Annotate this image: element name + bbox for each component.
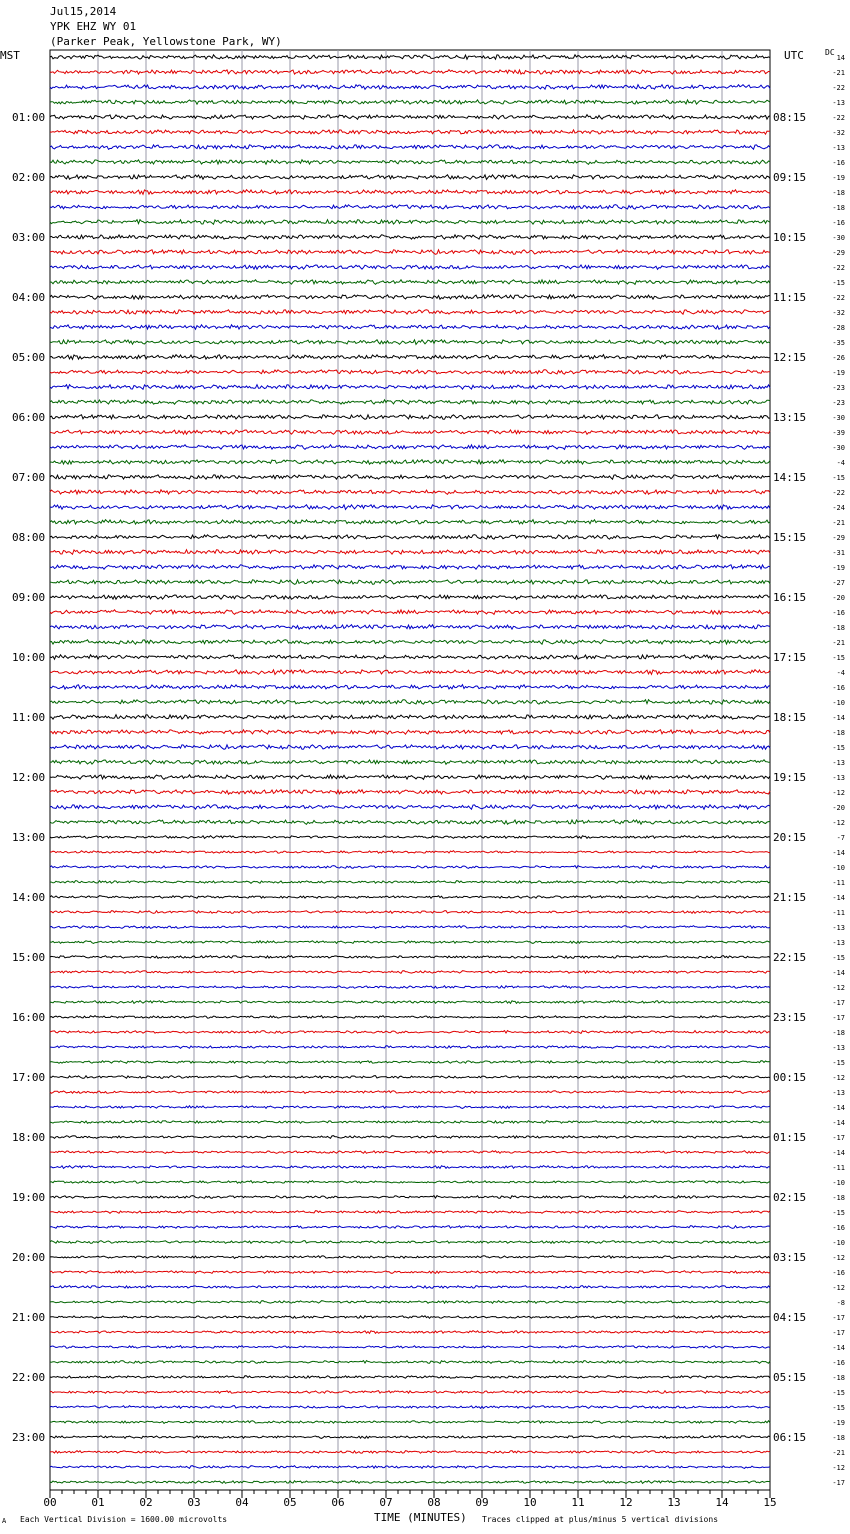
seismic-trace (50, 1421, 770, 1424)
seismic-trace (50, 851, 770, 854)
x-tick-label: 11 (571, 1496, 585, 1509)
dc-offset-label: -15 (832, 654, 845, 662)
seismic-trace (50, 1166, 770, 1169)
dc-offset-label: -4 (836, 669, 845, 677)
seismic-trace (50, 655, 770, 660)
dc-offset-label: -13 (832, 924, 845, 932)
seismic-trace (50, 190, 770, 195)
seismic-trace (50, 475, 770, 479)
dc-offset-label: -23 (832, 384, 845, 392)
seismic-trace (50, 160, 770, 165)
seismic-trace (50, 310, 770, 314)
seismic-trace (50, 610, 770, 615)
dc-offset-label: -18 (832, 729, 845, 737)
dc-offset-label: -23 (832, 399, 845, 407)
dc-offset-label: -15 (832, 954, 845, 962)
seismic-trace (50, 235, 770, 239)
x-tick-label: 06 (331, 1496, 345, 1509)
seismic-trace (50, 1346, 770, 1349)
dc-offset-label: -30 (832, 414, 845, 422)
seismic-trace (50, 700, 770, 705)
dc-offset-label: -30 (832, 444, 845, 452)
utc-hour-label: 14:15 (773, 471, 807, 484)
utc-hour-label: 18:15 (773, 711, 807, 724)
footer-mark: A (2, 1517, 7, 1525)
dc-offset-label: -15 (832, 744, 845, 752)
dc-offset-label: -7 (836, 834, 845, 842)
dc-offset-label: -17 (832, 1314, 845, 1322)
dc-offset-label: -13 (832, 939, 845, 947)
mst-hour-label: 20:00 (12, 1251, 46, 1264)
seismic-trace (50, 1391, 770, 1394)
dc-offset-label: -18 (832, 624, 845, 632)
dc-offset-label: -26 (832, 354, 845, 362)
dc-offset-label: -17 (832, 1479, 845, 1487)
seismic-trace (50, 775, 770, 780)
seismic-trace (50, 145, 770, 150)
dc-offset-label: -14 (832, 969, 845, 977)
seismic-trace (50, 1001, 770, 1004)
dc-offset-label: -22 (832, 294, 845, 302)
dc-offset-label: -14 (832, 714, 845, 722)
mst-hour-label: 17:00 (12, 1071, 46, 1084)
dc-offset-label: -18 (832, 1029, 845, 1037)
seismic-trace (50, 385, 770, 390)
x-tick-label: 08 (427, 1496, 441, 1509)
seismic-trace (50, 1226, 770, 1229)
dc-offset-label: -19 (832, 1419, 845, 1427)
seismic-trace (50, 355, 770, 360)
seismic-trace (50, 1361, 770, 1364)
dc-offset-label: -19 (832, 174, 845, 182)
dc-offset-label: 14 (836, 54, 845, 62)
dc-offset-label: -10 (832, 1239, 845, 1247)
utc-hour-label: 01:15 (773, 1131, 807, 1144)
seismic-trace (50, 1436, 770, 1439)
mst-hour-label: 09:00 (12, 591, 46, 604)
dc-offset-label: -13 (832, 1044, 845, 1052)
utc-hour-label: 06:15 (773, 1431, 807, 1444)
utc-hour-label: 05:15 (773, 1371, 807, 1384)
mst-hour-label: 11:00 (12, 711, 46, 724)
utc-hour-label: 19:15 (773, 771, 807, 784)
dc-offset-label: -16 (832, 159, 845, 167)
dc-offset-label: -13 (832, 99, 845, 107)
seismic-trace (50, 1046, 770, 1049)
seismic-trace (50, 340, 770, 345)
dc-offset-label: -10 (832, 864, 845, 872)
dc-offset-label: -18 (832, 1434, 845, 1442)
seismic-trace (50, 115, 770, 120)
dc-offset-label: -18 (832, 1374, 845, 1382)
mst-hour-label: 13:00 (12, 831, 46, 844)
x-tick-label: 12 (619, 1496, 633, 1509)
seismic-trace (50, 325, 770, 330)
dc-offset-label: -27 (832, 579, 845, 587)
seismic-trace (50, 70, 770, 74)
x-tick-label: 09 (475, 1496, 489, 1509)
dc-offset-label: -12 (832, 984, 845, 992)
utc-hour-label: 03:15 (773, 1251, 807, 1264)
seismic-trace (50, 1451, 770, 1454)
location-label: (Parker Peak, Yellowstone Park, WY) (50, 35, 282, 48)
mst-hour-label: 04:00 (12, 291, 46, 304)
dc-offset-label: -12 (832, 1254, 845, 1262)
x-tick-label: 15 (763, 1496, 777, 1509)
dc-offset-label: -21 (832, 69, 845, 77)
seismic-trace (50, 715, 770, 720)
dc-offset-label: -13 (832, 1089, 845, 1097)
seismic-trace (50, 1256, 770, 1259)
dc-offset-label: -13 (832, 144, 845, 152)
utc-hour-label: 00:15 (773, 1071, 807, 1084)
seismic-trace (50, 941, 770, 944)
dc-offset-label: -17 (832, 999, 845, 1007)
dc-offset-label: -15 (832, 1209, 845, 1217)
seismic-trace (50, 896, 770, 899)
mst-hour-label: 14:00 (12, 891, 46, 904)
seismic-trace (50, 1466, 770, 1469)
dc-offset-label: -10 (832, 1179, 845, 1187)
x-tick-label: 01 (91, 1496, 105, 1509)
seismic-trace (50, 490, 770, 495)
dc-offset-label: -16 (832, 1359, 845, 1367)
seismic-trace (50, 1286, 770, 1289)
seismic-trace (50, 1121, 770, 1124)
utc-hour-label: 12:15 (773, 351, 807, 364)
mst-hour-label: 12:00 (12, 771, 46, 784)
dc-offset-label: -21 (832, 519, 845, 527)
dc-offset-label: -11 (832, 879, 845, 887)
mst-hour-label: 22:00 (12, 1371, 46, 1384)
dc-offset-label: -22 (832, 264, 845, 272)
seismic-trace (50, 836, 770, 839)
x-tick-label: 14 (715, 1496, 729, 1509)
dc-offset-label: -14 (832, 1344, 845, 1352)
dc-offset-label: -16 (832, 609, 845, 617)
dc-offset-label: -17 (832, 1329, 845, 1337)
dc-offset-label: -29 (832, 249, 845, 257)
clip-note: Traces clipped at plus/minus 5 vertical divisions (482, 1515, 719, 1524)
seismic-trace (50, 1016, 770, 1019)
utc-hour-label: 13:15 (773, 411, 807, 424)
seismic-trace (50, 1241, 770, 1244)
seismic-trace (50, 400, 770, 404)
seismic-trace (50, 595, 770, 599)
utc-hour-label: 08:15 (773, 111, 807, 124)
seismic-trace (50, 625, 770, 630)
mst-hour-label: 05:00 (12, 351, 46, 364)
mst-hour-label: 16:00 (12, 1011, 46, 1024)
utc-hour-label: 17:15 (773, 651, 807, 664)
x-tick-label: 04 (235, 1496, 249, 1509)
seismic-trace (50, 100, 770, 104)
dc-offset-label: -28 (832, 324, 845, 332)
dc-offset-label: -16 (832, 1224, 845, 1232)
mst-hour-label: 03:00 (12, 231, 46, 244)
seismic-trace (50, 881, 770, 884)
utc-hour-label: 21:15 (773, 891, 807, 904)
seismic-trace (50, 971, 770, 974)
utc-hour-label: 20:15 (773, 831, 807, 844)
dc-offset-label: -16 (832, 219, 845, 227)
right-timezone-label: UTC (784, 49, 804, 62)
dc-offset-label: -19 (832, 369, 845, 377)
dc-offset-label: -35 (832, 339, 845, 347)
dc-offset-label: -16 (832, 1269, 845, 1277)
dc-offset-label: -15 (832, 1059, 845, 1067)
seismic-trace (50, 685, 770, 689)
seismic-trace (50, 130, 770, 134)
seismic-trace (50, 1406, 770, 1409)
dc-offset-label: -14 (832, 894, 845, 902)
utc-hour-label: 16:15 (773, 591, 807, 604)
dc-offset-label: -22 (832, 84, 845, 92)
x-tick-label: 02 (139, 1496, 153, 1509)
seismic-trace (50, 175, 770, 180)
dc-offset-label: -8 (836, 1299, 845, 1307)
dc-offset-label: -21 (832, 1449, 845, 1457)
mst-hour-label: 02:00 (12, 171, 46, 184)
mst-hour-label: 18:00 (12, 1131, 46, 1144)
dc-offset-label: -14 (832, 849, 845, 857)
dc-offset-label: -17 (832, 1014, 845, 1022)
dc-offset-label: -11 (832, 1164, 845, 1172)
dc-offset-label: -15 (832, 1389, 845, 1397)
mst-hour-label: 07:00 (12, 471, 46, 484)
dc-offset-label: -12 (832, 1464, 845, 1472)
utc-hour-label: 15:15 (773, 531, 807, 544)
seismic-trace (50, 535, 770, 540)
dc-offset-label: -14 (832, 1104, 845, 1112)
dc-offset-label: -21 (832, 639, 845, 647)
dc-offset-label: -32 (832, 129, 845, 137)
seismic-trace (50, 1196, 770, 1199)
seismic-trace (50, 1316, 770, 1319)
seismic-trace (50, 1091, 770, 1094)
seismic-trace (50, 760, 770, 765)
mst-hour-label: 10:00 (12, 651, 46, 664)
dc-offset-label: -39 (832, 429, 845, 437)
utc-hour-label: 04:15 (773, 1311, 807, 1324)
dc-offset-label: -22 (832, 489, 845, 497)
seismic-trace (50, 1331, 770, 1334)
seismic-trace (50, 520, 770, 524)
seismic-trace (50, 1481, 770, 1484)
dc-offset-label: -31 (832, 549, 845, 557)
mst-hour-label: 19:00 (12, 1191, 46, 1204)
dc-offset-label: -10 (832, 699, 845, 707)
dc-offset-label: -12 (832, 1074, 845, 1082)
scale-note: Each Vertical Division = 1600.00 microvolts (20, 1515, 228, 1524)
seismic-trace (50, 280, 770, 285)
seismic-trace (50, 1181, 770, 1184)
seismic-trace (50, 505, 770, 510)
dc-offset-label: -15 (832, 1404, 845, 1412)
seismic-trace (50, 85, 770, 90)
seismic-trace (50, 866, 770, 869)
dc-offset-label: -14 (832, 1149, 845, 1157)
seismic-trace (50, 640, 770, 644)
dc-offset-label: -29 (832, 534, 845, 542)
utc-hour-label: 22:15 (773, 951, 807, 964)
seismic-trace (50, 1271, 770, 1274)
dc-offset-label: -14 (832, 1119, 845, 1127)
mst-hour-label: 08:00 (12, 531, 46, 544)
mst-hour-label: 01:00 (12, 111, 46, 124)
station-label: YPK EHZ WY 01 (50, 20, 137, 33)
seismic-trace (50, 580, 770, 585)
utc-hour-label: 23:15 (773, 1011, 807, 1024)
seismic-trace (50, 1211, 770, 1214)
seismic-trace (50, 220, 770, 225)
dc-offset-label: -15 (832, 474, 845, 482)
utc-hour-label: 10:15 (773, 231, 807, 244)
dc-offset-label: -18 (832, 189, 845, 197)
seismic-trace (50, 1136, 770, 1139)
seismic-trace (50, 370, 770, 375)
seismic-trace (50, 430, 770, 434)
utc-hour-label: 09:15 (773, 171, 807, 184)
seismic-trace (50, 790, 770, 795)
mst-hour-label: 23:00 (12, 1431, 46, 1444)
seismic-trace (50, 926, 770, 929)
seismic-trace (50, 565, 770, 569)
dc-offset-label: -19 (832, 564, 845, 572)
dc-offset-label: -18 (832, 204, 845, 212)
dc-offset-label: -12 (832, 819, 845, 827)
mst-hour-label: 21:00 (12, 1311, 46, 1324)
seismic-trace (50, 250, 770, 255)
seismic-trace (50, 805, 770, 809)
seismic-trace (50, 415, 770, 420)
seismic-trace (50, 986, 770, 989)
seismic-trace (50, 745, 770, 750)
seismic-trace (50, 1151, 770, 1154)
date-label: Jul15,2014 (50, 5, 117, 18)
mst-hour-label: 06:00 (12, 411, 46, 424)
dc-offset-label: -13 (832, 759, 845, 767)
dc-offset-label: -15 (832, 279, 845, 287)
dc-offset-label: -12 (832, 1284, 845, 1292)
mst-hour-label: 15:00 (12, 951, 46, 964)
dc-offset-label: -20 (832, 594, 845, 602)
dc-offset-label: -4 (836, 459, 845, 467)
seismic-trace (50, 1061, 770, 1064)
seismic-trace (50, 445, 770, 450)
dc-offset-label: -12 (832, 789, 845, 797)
x-tick-label: 13 (667, 1496, 681, 1509)
seismic-trace (50, 1376, 770, 1379)
dc-offset-label: -16 (832, 684, 845, 692)
seismic-trace (50, 295, 770, 300)
dc-label: DC (825, 48, 835, 57)
x-tick-label: 07 (379, 1496, 393, 1509)
x-axis-label: TIME (MINUTES) (374, 1511, 467, 1524)
seismic-trace (50, 550, 770, 555)
x-tick-label: 03 (187, 1496, 201, 1509)
seismic-trace (50, 265, 770, 269)
dc-offset-label: -18 (832, 1194, 845, 1202)
dc-offset-label: -13 (832, 774, 845, 782)
seismic-trace (50, 911, 770, 914)
utc-hour-label: 02:15 (773, 1191, 807, 1204)
left-timezone-label: MST (0, 49, 20, 62)
seismic-trace (50, 460, 770, 465)
x-tick-label: 05 (283, 1496, 297, 1509)
seismic-trace (50, 1106, 770, 1109)
x-tick-label: 00 (43, 1496, 57, 1509)
dc-offset-label: -22 (832, 114, 845, 122)
seismic-trace (50, 820, 770, 824)
seismic-trace (50, 205, 770, 210)
utc-hour-label: 11:15 (773, 291, 807, 304)
seismic-trace (50, 1076, 770, 1079)
dc-offset-label: -17 (832, 1134, 845, 1142)
seismic-trace (50, 1031, 770, 1034)
x-tick-label: 10 (523, 1496, 537, 1509)
dc-offset-label: -24 (832, 504, 845, 512)
seismic-trace (50, 730, 770, 734)
dc-offset-label: -30 (832, 234, 845, 242)
seismic-trace (50, 1301, 770, 1304)
dc-offset-label: -11 (832, 909, 845, 917)
seismic-trace (50, 956, 770, 959)
seismic-trace (50, 55, 770, 59)
dc-offset-label: -20 (832, 804, 845, 812)
dc-offset-label: -32 (832, 309, 845, 317)
seismic-trace (50, 670, 770, 675)
